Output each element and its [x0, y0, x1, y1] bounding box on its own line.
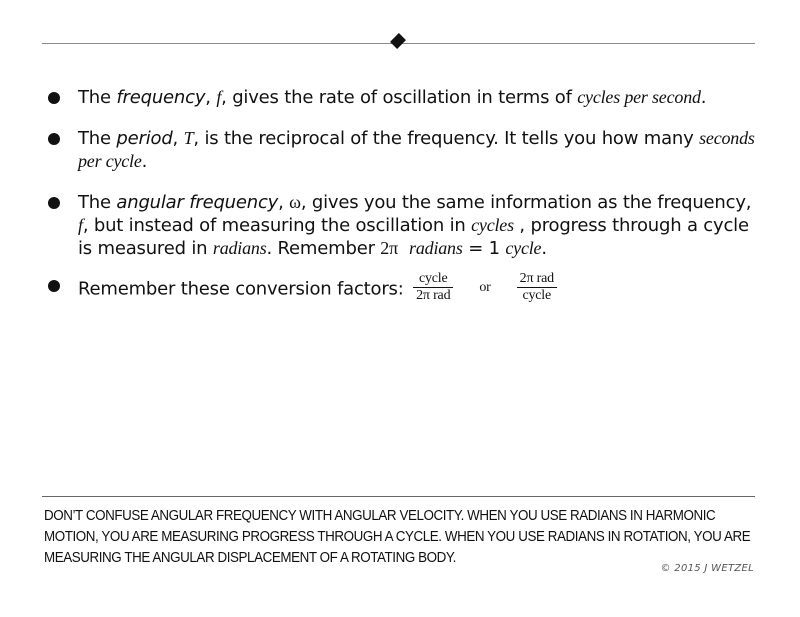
- footer-note: DON’T CONFUSE ANGULAR FREQUENCY WITH ANGULAR VELOCITY. WHEN YOU USE RADIANS IN HARMONIC MOTION, YOU ARE MEASURING PROGRESS THROUGH A CYCLE. WHEN YOU USE RADIANS IN ROTATION, YOU ARE MEASURING THE ANGULAR DISPLACEMENT OF A ROTATING BODY.: [44, 508, 751, 566]
- bottom-divider-line: [42, 496, 755, 497]
- text: . Remember: [266, 238, 381, 259]
- unit-radians: radians: [409, 238, 463, 258]
- symbol-f: f: [78, 215, 83, 235]
- bullet-dot-icon: [48, 133, 60, 145]
- bullet-angular-frequency: [44, 191, 759, 260]
- bullet-conversion-factors: [44, 271, 759, 305]
- text: , gives the rate of oscillation in terms of: [221, 87, 578, 108]
- text: .: [141, 151, 148, 172]
- symbol-2pi: 2π: [380, 238, 398, 258]
- fraction-2pi-rad-per-cycle: [517, 272, 557, 303]
- numerator: 2π rad: [517, 272, 557, 288]
- text: , but instead of measuring the oscillation in: [82, 215, 472, 236]
- diamond-icon: [390, 33, 406, 49]
- unit-cycles-per-second: cycles per second: [577, 87, 701, 107]
- text: .: [541, 238, 547, 259]
- text: , is the reciprocal of the frequency. It tells you how many: [193, 128, 700, 149]
- bullet-period: [44, 127, 759, 173]
- symbol-omega: ω: [289, 192, 301, 212]
- text: The: [78, 192, 117, 213]
- text: .: [700, 87, 707, 108]
- text: The: [78, 87, 117, 108]
- bullet-dot-icon: [48, 197, 60, 209]
- denominator: 2π rad: [416, 288, 451, 303]
- symbol-T: T: [183, 128, 194, 148]
- unit-cycle: cycle: [505, 238, 542, 258]
- fraction-cycle-per-2pi-rad: [413, 272, 453, 303]
- text: = 1: [462, 238, 506, 259]
- unit-cycles: cycles: [471, 215, 514, 235]
- bullet-dot-icon: [48, 92, 60, 104]
- bullet-dot-icon: [48, 280, 60, 292]
- text: ,: [278, 192, 290, 213]
- text: ,: [172, 128, 184, 149]
- text: Remember these conversion factors:: [78, 278, 410, 300]
- connector-or: or: [479, 280, 491, 295]
- unit-seconds-per-cycle: seconds per cycle: [78, 128, 755, 171]
- symbol-f: f: [216, 87, 222, 107]
- denominator: cycle: [522, 288, 552, 303]
- numerator: cycle: [413, 272, 453, 288]
- text: , progress through a cycle is measured in: [78, 215, 749, 259]
- text: ,: [205, 87, 217, 108]
- term-period: period: [116, 128, 173, 149]
- text: The: [78, 128, 117, 149]
- bullet-frequency: [44, 86, 759, 109]
- bullet-list: [44, 86, 759, 321]
- term-angular-frequency: angular frequency: [116, 192, 279, 213]
- text: , gives you the same information as the frequency,: [300, 192, 752, 213]
- unit-radians: radians: [212, 238, 267, 258]
- copyright: © 2015 J WETZEL: [660, 563, 754, 574]
- term-frequency: frequency: [116, 87, 206, 108]
